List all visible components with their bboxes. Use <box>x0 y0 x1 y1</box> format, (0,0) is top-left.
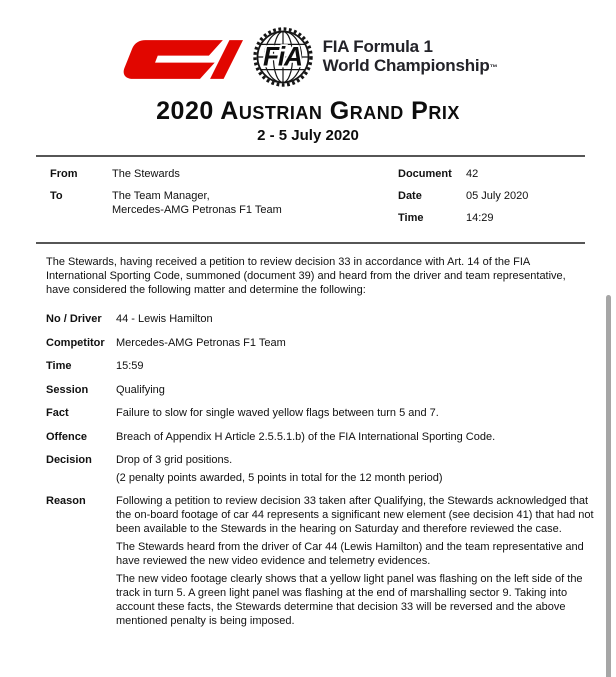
meta-row-date <box>398 189 590 203</box>
competitor-label: Competitor <box>46 336 105 349</box>
document-meta <box>0 157 616 233</box>
meta-document-info <box>398 167 590 233</box>
meta-row-to <box>50 189 398 217</box>
date-value: 05 July 2020 <box>466 190 529 202</box>
detail-row-time <box>46 359 596 373</box>
from-value: The Stewards <box>112 168 180 180</box>
decision-label: Decision <box>46 454 92 466</box>
to-value <box>112 189 282 217</box>
decision-value <box>116 453 596 485</box>
detail-row-no-driver <box>46 312 596 326</box>
detail-row-decision <box>46 453 596 485</box>
document-number: 42 <box>466 168 479 180</box>
to-line-1: The Team Manager, <box>112 190 210 202</box>
competitor-value: Mercedes-AMG Petronas F1 Team <box>116 336 286 349</box>
reason-label: Reason <box>46 495 86 507</box>
detail-row-session <box>46 383 596 397</box>
meta-row-time <box>398 211 590 225</box>
reason-paragraph-2: The Stewards heard from the driver of Car 44 (Lewis Hamilton) and the team representative and have reviewed the new video evidence and telemetry evidences. <box>116 541 584 567</box>
session-value: Qualifying <box>116 383 165 396</box>
meta-row-from <box>50 167 398 181</box>
document-label: Document <box>398 168 452 180</box>
fia-emblem-icon <box>253 27 313 87</box>
incident-time-label: Time <box>46 360 72 372</box>
time-label: Time <box>398 212 424 224</box>
incident-time-value: 15:59 <box>116 360 144 372</box>
detail-row-fact <box>46 406 596 420</box>
session-label: Session <box>46 383 89 396</box>
to-label: To <box>50 190 63 202</box>
reason-value <box>116 494 596 628</box>
vertical-scrollbar[interactable] <box>606 295 611 677</box>
decision-details <box>46 312 596 628</box>
reason-paragraph-1: Following a petition to review decision 33 taken after Qualifying, the Stewards acknowledged that the on-board footage of car 44 represents a significant new element (see decision 41) that had not been available to the Stewards in the hearing on Saturday and therefore reviewed the case. <box>116 495 594 535</box>
divider-meta <box>36 242 585 244</box>
time-value: 14:29 <box>466 212 494 224</box>
championship-logo <box>0 0 616 88</box>
intro-paragraph: The Stewards, having received a petition to review decision 33 in accordance with Art. 14 of the FIA International Sporting Code, summoned (document 39) and heard from the driver and team representative, have considered the following matter and determine the following: <box>46 256 566 296</box>
detail-row-offence <box>46 430 596 444</box>
event-dates: 2 - 5 July 2020 <box>257 127 359 144</box>
f1-logo-icon <box>119 40 243 79</box>
fact-label: Fact <box>46 407 69 419</box>
fact-value: Failure to slow for single waved yellow flags between turn 5 and 7. <box>116 407 439 419</box>
trademark-symbol: ™ <box>489 63 498 72</box>
meta-addressing <box>50 167 398 233</box>
from-label: From <box>50 168 78 180</box>
meta-row-document <box>398 167 590 181</box>
decision-line-2: (2 penalty points awarded, 5 points in total for the 12 month period) <box>116 471 443 484</box>
decision-line-1: Drop of 3 grid positions. <box>116 454 233 466</box>
no-driver-label: No / Driver <box>46 313 102 325</box>
offence-label: Offence <box>46 430 87 443</box>
event-title: 2020 Austrian Grand Prix <box>156 97 460 125</box>
brand-line-2: World Championship <box>322 56 490 75</box>
no-driver-value: 44 - Lewis Hamilton <box>116 313 213 325</box>
brand-wordmark <box>323 37 498 78</box>
detail-row-reason <box>46 494 596 628</box>
date-label: Date <box>398 190 422 202</box>
brand-line-1: FIA Formula 1 <box>322 36 433 56</box>
detail-row-competitor <box>46 336 596 350</box>
reason-paragraph-3: The new video footage clearly shows that a yellow light panel was flashing on the left side of the track in turn 5. A green light panel was flashing at the end of marshalling sector 9. Taking into account these facts, the Stewards determine that decision 33 will be reversed and the above mentioned penalty is being imposed. <box>116 573 583 627</box>
fia-letters: FiA <box>262 41 302 72</box>
offence-value: Breach of Appendix H Article 2.5.5.1.b) of the FIA International Sporting Code. <box>116 430 496 443</box>
to-line-2: Mercedes-AMG Petronas F1 Team <box>112 204 282 216</box>
